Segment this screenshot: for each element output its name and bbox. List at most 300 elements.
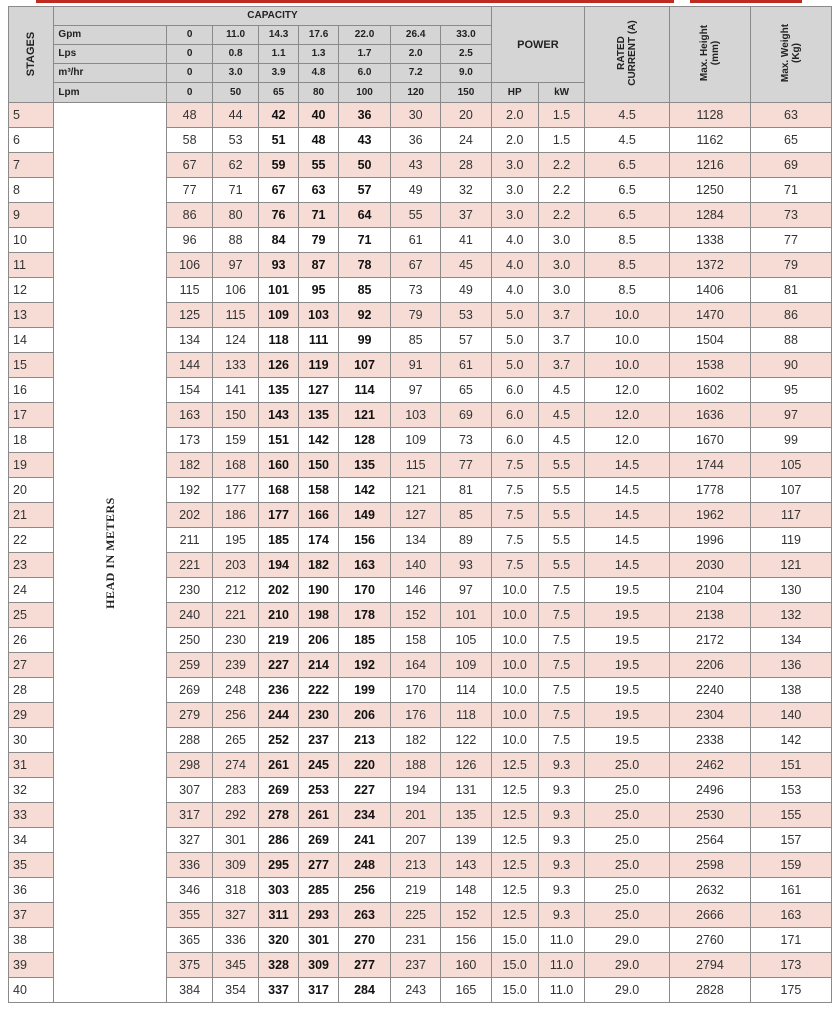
head-cell: 199 [339,678,391,703]
max-weight-cell: 79 [750,253,831,278]
head-cell: 283 [213,778,259,803]
max-height-cell: 1406 [669,278,750,303]
head-cell: 269 [259,778,299,803]
max-weight-cell: 105 [750,453,831,478]
kw-cell: 3.0 [538,278,584,303]
hp-cell: 10.0 [491,653,538,678]
head-cell: 170 [339,578,391,603]
hp-cell: 3.0 [491,178,538,203]
hp-cell: 12.5 [491,878,538,903]
rated-current-header [585,7,670,103]
stages-header [9,7,54,103]
head-cell: 337 [259,978,299,1003]
hp-cell: 6.0 [491,378,538,403]
head-cell: 346 [167,878,213,903]
max-height-cell: 2794 [669,953,750,978]
head-cell: 49 [441,278,491,303]
head-cell: 239 [213,653,259,678]
kw-cell: 5.5 [538,528,584,553]
head-cell: 252 [259,728,299,753]
head-cell: 87 [299,253,339,278]
head-cell: 73 [441,428,491,453]
head-cell: 43 [339,128,391,153]
head-cell: 243 [391,978,441,1003]
head-cell: 201 [391,803,441,828]
hp-cell: 15.0 [491,978,538,1003]
head-cell: 250 [167,628,213,653]
stage-cell: 9 [9,203,54,228]
head-cell: 244 [259,703,299,728]
head-cell: 36 [339,103,391,128]
max-height-cell: 2760 [669,928,750,953]
unit-value: 4.8 [299,64,339,83]
unit-value: 1.7 [339,45,391,64]
head-cell: 67 [167,153,213,178]
head-cell: 103 [391,403,441,428]
head-cell: 230 [213,628,259,653]
head-cell: 231 [391,928,441,953]
max-height-cell: 1636 [669,403,750,428]
head-cell: 207 [391,828,441,853]
stage-cell: 30 [9,728,54,753]
head-cell: 95 [299,278,339,303]
head-cell: 186 [213,503,259,528]
head-cell: 192 [339,653,391,678]
head-cell: 127 [299,378,339,403]
head-cell: 213 [339,728,391,753]
head-cell: 89 [441,528,491,553]
max-height-cell: 1250 [669,178,750,203]
head-cell: 219 [391,878,441,903]
unit-value: 2.0 [391,45,441,64]
head-cell: 40 [299,103,339,128]
kw-cell: 2.2 [538,178,584,203]
rated-current-cell: 19.5 [585,628,670,653]
head-cell: 61 [391,228,441,253]
head-cell: 109 [391,428,441,453]
head-cell: 274 [213,753,259,778]
stage-cell: 33 [9,803,54,828]
head-cell: 253 [299,778,339,803]
unit-label: Lps [54,45,167,64]
hp-cell: 7.5 [491,478,538,503]
hp-cell: 7.5 [491,553,538,578]
max-height-cell: 2206 [669,653,750,678]
head-cell: 67 [391,253,441,278]
unit-label: Lpm [54,83,167,103]
head-cell: 77 [441,453,491,478]
rated-current-cell: 25.0 [585,853,670,878]
rated-current-cell: 19.5 [585,603,670,628]
rated-current-cell: 29.0 [585,928,670,953]
unit-value: 0 [167,45,213,64]
max-weight-cell: 175 [750,978,831,1003]
head-cell: 32 [441,178,491,203]
stage-cell: 27 [9,653,54,678]
kw-cell: 11.0 [538,953,584,978]
hp-cell: 15.0 [491,953,538,978]
head-cell: 134 [391,528,441,553]
head-cell: 140 [391,553,441,578]
max-weight-cell: 88 [750,328,831,353]
max-weight-cell: 69 [750,153,831,178]
stage-cell: 31 [9,753,54,778]
head-cell: 73 [391,278,441,303]
head-cell: 135 [299,403,339,428]
head-cell: 96 [167,228,213,253]
head-cell: 174 [299,528,339,553]
kw-cell: 2.2 [538,203,584,228]
capacity-header: CAPACITY [54,7,491,26]
head-cell: 295 [259,853,299,878]
head-cell: 160 [259,453,299,478]
head-cell: 309 [213,853,259,878]
unit-value: 11.0 [213,26,259,45]
hp-cell: 7.5 [491,453,538,478]
rated-current-label: RATED CURRENT (A) [616,19,639,86]
head-cell: 106 [167,253,213,278]
max-height-cell: 2030 [669,553,750,578]
max-height-cell: 2632 [669,878,750,903]
hp-cell: 10.0 [491,628,538,653]
rated-current-cell: 14.5 [585,478,670,503]
head-cell: 67 [259,178,299,203]
max-weight-cell: 134 [750,628,831,653]
head-cell: 71 [213,178,259,203]
stage-cell: 29 [9,703,54,728]
rated-current-cell: 6.5 [585,203,670,228]
rated-current-cell: 14.5 [585,503,670,528]
head-cell: 285 [299,878,339,903]
head-cell: 97 [213,253,259,278]
unit-value: 0 [167,64,213,83]
head-cell: 79 [299,228,339,253]
head-cell: 151 [259,428,299,453]
head-cell: 336 [167,853,213,878]
hp-cell: 10.0 [491,703,538,728]
head-cell: 134 [167,328,213,353]
head-cell: 150 [213,403,259,428]
kw-cell: 9.3 [538,853,584,878]
hp-cell: 5.0 [491,328,538,353]
head-cell: 194 [259,553,299,578]
unit-value: 1.3 [299,45,339,64]
head-cell: 303 [259,878,299,903]
top-rule-right [690,0,802,3]
rated-current-cell: 29.0 [585,978,670,1003]
head-cell: 24 [441,128,491,153]
head-cell: 194 [391,778,441,803]
rated-current-cell: 19.5 [585,678,670,703]
kw-cell: 9.3 [538,753,584,778]
kw-cell: 3.7 [538,303,584,328]
unit-value: 0 [167,26,213,45]
stage-cell: 18 [9,428,54,453]
head-cell: 165 [441,978,491,1003]
stage-cell: 19 [9,453,54,478]
max-weight-cell: 163 [750,903,831,928]
stage-cell: 32 [9,778,54,803]
hp-cell: 12.5 [491,903,538,928]
head-cell: 148 [441,878,491,903]
stage-cell: 15 [9,353,54,378]
rated-current-cell: 4.5 [585,103,670,128]
head-cell: 301 [299,928,339,953]
head-cell: 222 [299,678,339,703]
stage-cell: 35 [9,853,54,878]
head-cell: 79 [391,303,441,328]
head-cell: 77 [167,178,213,203]
stage-cell: 26 [9,628,54,653]
head-cell: 61 [441,353,491,378]
max-weight-cell: 97 [750,403,831,428]
head-cell: 99 [339,328,391,353]
head-cell: 277 [339,953,391,978]
unit-value: 9.0 [441,64,491,83]
head-cell: 64 [339,203,391,228]
rated-current-cell: 6.5 [585,178,670,203]
head-cell: 279 [167,703,213,728]
rated-current-cell: 10.0 [585,303,670,328]
head-cell: 185 [339,628,391,653]
head-cell: 170 [391,678,441,703]
max-weight-cell: 71 [750,178,831,203]
head-cell: 177 [259,503,299,528]
table-row [9,103,832,128]
head-cell: 173 [167,428,213,453]
head-cell: 288 [167,728,213,753]
head-cell: 49 [391,178,441,203]
kw-cell: 9.3 [538,803,584,828]
max-height-cell: 1372 [669,253,750,278]
max-weight-cell: 171 [750,928,831,953]
max-height-header [669,7,750,103]
rated-current-cell: 14.5 [585,528,670,553]
unit-value: 22.0 [339,26,391,45]
head-cell: 154 [167,378,213,403]
kw-cell: 5.5 [538,553,584,578]
head-cell: 166 [299,503,339,528]
head-cell: 121 [339,403,391,428]
head-cell: 41 [441,228,491,253]
head-cell: 135 [259,378,299,403]
head-cell: 230 [167,578,213,603]
head-cell: 143 [259,403,299,428]
head-cell: 124 [213,328,259,353]
head-cell: 44 [213,103,259,128]
head-cell: 176 [391,703,441,728]
rated-current-cell: 14.5 [585,453,670,478]
max-weight-cell: 161 [750,878,831,903]
stage-cell: 24 [9,578,54,603]
head-cell: 212 [213,578,259,603]
head-cell: 168 [213,453,259,478]
stage-cell: 39 [9,953,54,978]
unit-value: 0 [167,83,213,103]
head-cell: 125 [167,303,213,328]
head-cell: 107 [339,353,391,378]
hp-cell: 2.0 [491,128,538,153]
max-height-cell: 2496 [669,778,750,803]
unit-value: 3.9 [259,64,299,83]
max-height-cell: 2104 [669,578,750,603]
head-cell: 48 [167,103,213,128]
head-cell: 269 [299,828,339,853]
rated-current-cell: 25.0 [585,803,670,828]
head-cell: 115 [391,453,441,478]
head-cell: 146 [391,578,441,603]
max-height-cell: 1538 [669,353,750,378]
head-cell: 119 [299,353,339,378]
kw-cell: 1.5 [538,128,584,153]
head-cell: 318 [213,878,259,903]
head-cell: 278 [259,803,299,828]
head-cell: 85 [441,503,491,528]
max-weight-label: Max. Weight (Kg) [779,23,802,82]
head-cell: 126 [441,753,491,778]
head-cell: 71 [339,228,391,253]
head-cell: 227 [259,653,299,678]
kw-cell: 7.5 [538,628,584,653]
head-cell: 59 [259,153,299,178]
stage-cell: 5 [9,103,54,128]
head-cell: 230 [299,703,339,728]
kw-cell: 3.7 [538,328,584,353]
head-cell: 152 [391,603,441,628]
head-cell: 234 [339,803,391,828]
max-height-cell: 1602 [669,378,750,403]
head-cell: 115 [167,278,213,303]
stage-cell: 37 [9,903,54,928]
head-cell: 103 [299,303,339,328]
head-cell: 126 [259,353,299,378]
hp-header: HP [491,83,538,103]
max-weight-cell: 173 [750,953,831,978]
unit-value: 2.5 [441,45,491,64]
head-cell: 30 [391,103,441,128]
head-cell: 177 [213,478,259,503]
head-cell: 101 [441,603,491,628]
hp-cell: 3.0 [491,203,538,228]
head-cell: 227 [339,778,391,803]
rated-current-cell: 8.5 [585,278,670,303]
hp-cell: 12.5 [491,753,538,778]
head-cell: 97 [441,578,491,603]
head-cell: 182 [167,453,213,478]
stage-cell: 14 [9,328,54,353]
unit-value: 65 [259,83,299,103]
rated-current-cell: 19.5 [585,653,670,678]
hp-cell: 2.0 [491,103,538,128]
max-weight-cell: 121 [750,553,831,578]
unit-value: 26.4 [391,26,441,45]
kw-cell: 4.5 [538,378,584,403]
max-weight-cell: 119 [750,528,831,553]
head-cell: 195 [213,528,259,553]
head-cell: 293 [299,903,339,928]
head-cell: 219 [259,628,299,653]
head-cell: 355 [167,903,213,928]
rated-current-cell: 14.5 [585,553,670,578]
head-cell: 114 [441,678,491,703]
max-height-cell: 2240 [669,678,750,703]
kw-cell: 9.3 [538,778,584,803]
head-cell: 317 [167,803,213,828]
max-weight-cell: 65 [750,128,831,153]
head-cell: 88 [213,228,259,253]
kw-cell: 9.3 [538,903,584,928]
kw-cell: 3.0 [538,253,584,278]
head-cell: 202 [259,578,299,603]
kw-cell: 7.5 [538,603,584,628]
rated-current-cell: 12.0 [585,378,670,403]
stage-cell: 22 [9,528,54,553]
head-cell: 142 [339,478,391,503]
head-cell: 202 [167,503,213,528]
head-cell: 261 [259,753,299,778]
head-cell: 277 [299,853,339,878]
head-cell: 45 [441,253,491,278]
head-cell: 307 [167,778,213,803]
head-cell: 328 [259,953,299,978]
head-cell: 259 [167,653,213,678]
max-height-cell: 1128 [669,103,750,128]
max-weight-cell: 81 [750,278,831,303]
head-cell: 144 [167,353,213,378]
rated-current-cell: 29.0 [585,953,670,978]
head-cell: 139 [441,828,491,853]
head-cell: 241 [339,828,391,853]
head-cell: 93 [441,553,491,578]
rated-current-cell: 8.5 [585,253,670,278]
head-cell: 106 [213,278,259,303]
max-weight-header [750,7,831,103]
max-weight-cell: 73 [750,203,831,228]
head-cell: 354 [213,978,259,1003]
stage-cell: 25 [9,603,54,628]
head-in-meters-label: HEAD IN METERS [103,496,118,609]
head-cell: 81 [441,478,491,503]
max-weight-cell: 63 [750,103,831,128]
performance-table [8,6,832,1003]
head-cell: 221 [213,603,259,628]
kw-cell: 9.3 [538,828,584,853]
max-height-cell: 1216 [669,153,750,178]
head-cell: 121 [391,478,441,503]
unit-value: 7.2 [391,64,441,83]
max-height-cell: 1778 [669,478,750,503]
stage-cell: 20 [9,478,54,503]
head-cell: 84 [259,228,299,253]
head-cell: 55 [299,153,339,178]
unit-label: m³/hr [54,64,167,83]
kw-cell: 7.5 [538,653,584,678]
hp-cell: 10.0 [491,578,538,603]
head-in-meters-label-cell [54,103,167,1003]
table-body [9,103,832,1003]
power-header: POWER [491,7,585,83]
head-cell: 57 [339,178,391,203]
unit-value: 1.1 [259,45,299,64]
head-cell: 221 [167,553,213,578]
max-weight-cell: 138 [750,678,831,703]
stage-cell: 6 [9,128,54,153]
head-cell: 80 [213,203,259,228]
head-cell: 122 [441,728,491,753]
rated-current-cell: 25.0 [585,878,670,903]
kw-cell: 5.5 [538,503,584,528]
kw-cell: 7.5 [538,728,584,753]
